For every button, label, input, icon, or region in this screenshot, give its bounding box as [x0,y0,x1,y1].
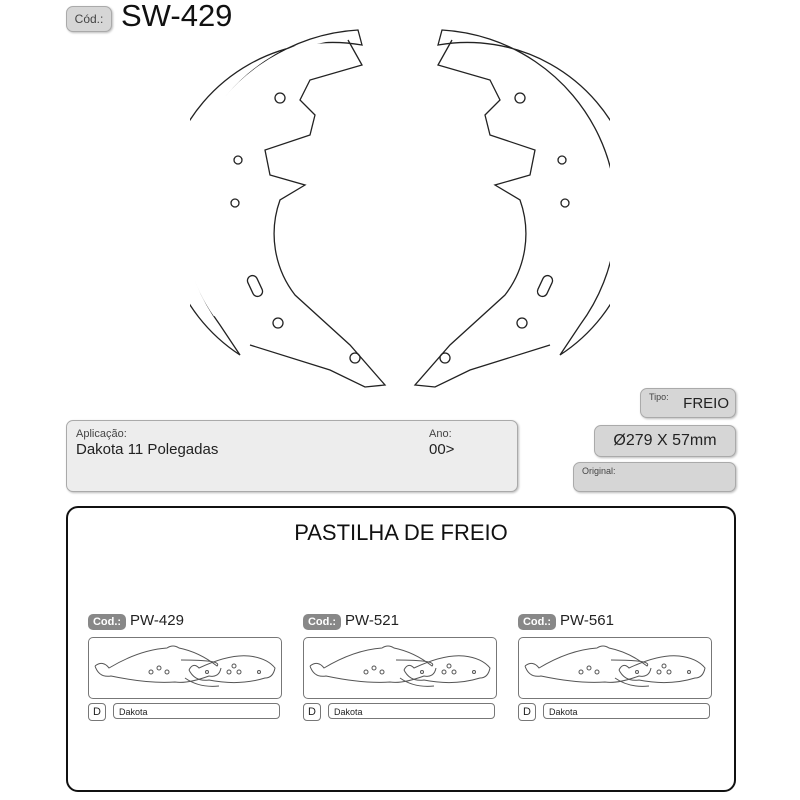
brake-pad-image [518,637,712,699]
position-badge: D [303,703,321,721]
type-field [640,388,736,418]
year-value: 00> [429,441,455,458]
code-label-badge: Cod.: [518,614,556,630]
code-label-badge: Cod.: [303,614,341,630]
pad-left-shape [525,646,651,682]
pad-application: Dakota [543,703,710,719]
brake-pad-image [88,637,282,699]
dimension-field: Ø279 X 57mm [594,425,736,457]
brake-pad-image [303,637,497,699]
year-label: Ano: [429,428,452,440]
right-brake-shoe [415,30,610,387]
application-value: Dakota 11 Polegadas [76,441,219,458]
application-label: Aplicação: [76,428,127,440]
pad-left-shape [95,646,221,682]
left-brake-shoe [190,30,385,387]
original-label: Original: [582,466,616,476]
application-field [66,420,518,492]
original-field [573,462,736,492]
product-code: SW-429 [121,0,233,33]
position-badge: D [88,703,106,721]
position-badge: D [518,703,536,721]
type-label: Tipo: [649,392,669,402]
pad-code: PW-429 [130,612,184,629]
pad-application: Dakota [328,703,495,719]
pad-code: PW-561 [560,612,614,629]
panel-title: PASTILHA DE FREIO [294,520,508,545]
pad-left-shape [310,646,436,682]
code-label-badge: Cód.: [66,6,112,32]
type-value: FREIO [683,395,729,412]
brake-shoe-drawing [190,25,610,395]
code-label-badge: Cod.: [88,614,126,630]
related-brake-pads-panel [66,506,736,792]
pad-code: PW-521 [345,612,399,629]
pad-application: Dakota [113,703,280,719]
